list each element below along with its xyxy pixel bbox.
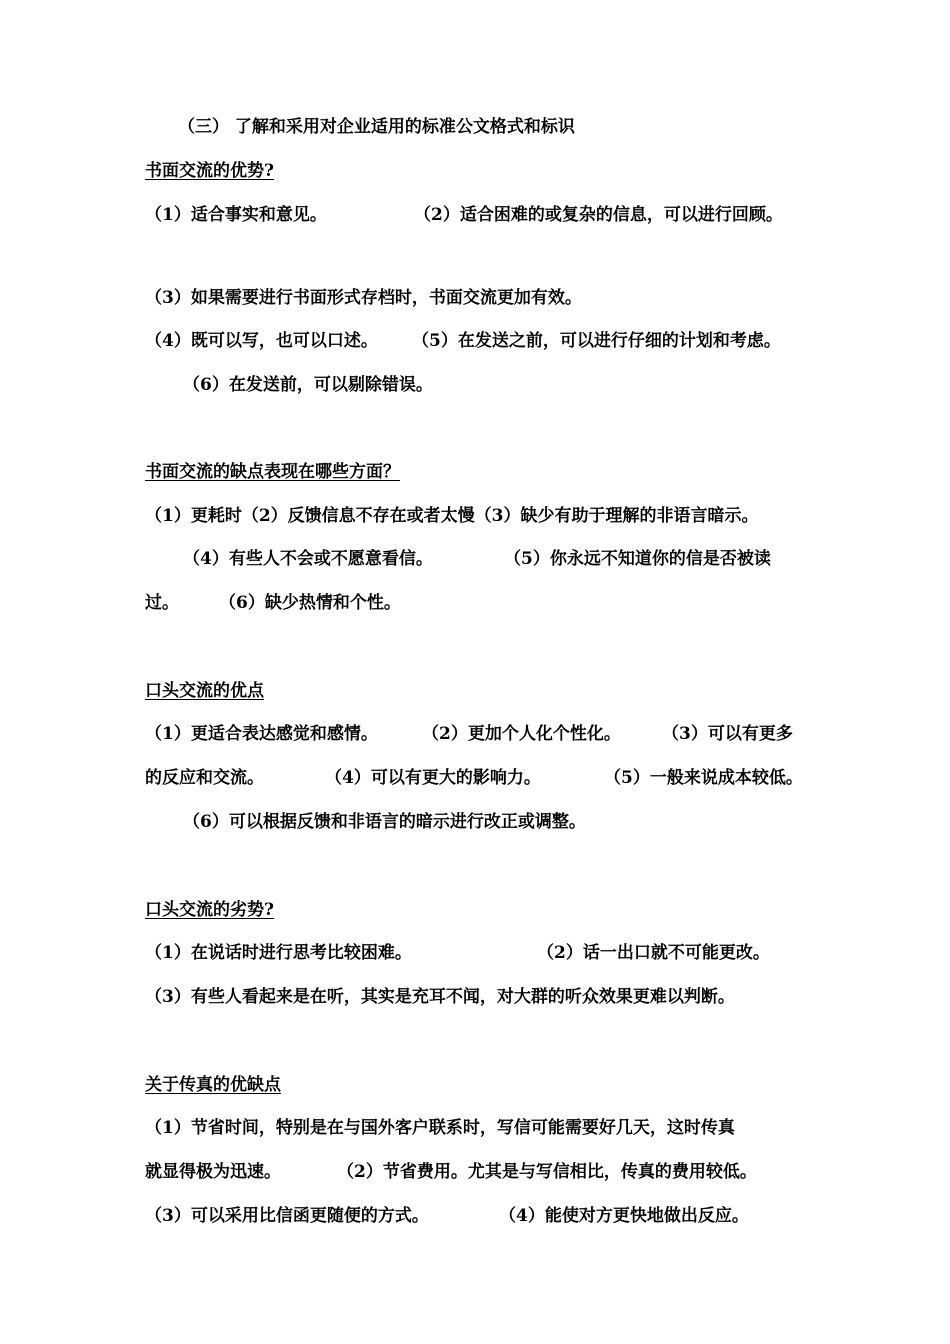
oral-dis-item: （1）在说话时进行思考比较困难。 bbox=[145, 943, 412, 963]
written-adv-item: （1）适合事实和意见。 bbox=[145, 205, 327, 225]
oral-adv-item: （3）可以有更多 bbox=[662, 724, 793, 744]
written-dis-heading: 书面交流的缺点表现在哪些方面？ bbox=[145, 462, 400, 482]
oral-adv-item: （2）更加个人化个性化。 bbox=[422, 724, 621, 744]
oral-adv-item: （6）可以根据反馈和非语言的暗示进行改正或调整。 bbox=[183, 812, 586, 832]
fax-item: 就显得极为迅速。 bbox=[145, 1162, 281, 1182]
oral-adv-item: （1）更适合表达感觉和感情。 bbox=[145, 724, 378, 744]
written-dis-item: （6）缺少热情和个性。 bbox=[219, 593, 401, 613]
written-adv-item: （3）如果需要进行书面形式存档时，书面交流更加有效。 bbox=[145, 288, 582, 308]
fax-heading: 关于传真的优缺点 bbox=[145, 1075, 281, 1095]
written-adv-heading: 书面交流的优势? bbox=[145, 161, 274, 181]
fax-item: （1）节省时间，特别是在与国外客户联系时，写信可能需要好几天，这时传真 bbox=[145, 1118, 735, 1138]
oral-dis-item: （2）话一出口就不可能更改。 bbox=[537, 943, 770, 963]
written-adv-item: （6）在发送前，可以剔除错误。 bbox=[183, 375, 433, 395]
written-adv-item: （4）既可以写，也可以口述。 bbox=[145, 331, 378, 351]
written-dis-item: （1）更耗时（2）反馈信息不存在或者太慢（3）缺少有助于理解的非语言暗示。 bbox=[145, 506, 759, 526]
oral-dis-item: （3）有些人看起来是在听，其实是充耳不闻，对大群的听众效果更难以判断。 bbox=[145, 987, 735, 1007]
fax-item: （4）能使对方更快地做出反应。 bbox=[499, 1206, 749, 1226]
section-title: （三） 了解和采用对企业适用的标准公文格式和标识 bbox=[178, 117, 575, 137]
fax-item: （2）节省费用。尤其是与写信相比，传真的费用较低。 bbox=[337, 1162, 757, 1182]
fax-item: （3）可以采用比信函更随便的方式。 bbox=[145, 1206, 429, 1226]
written-dis-item: 过。 bbox=[145, 593, 179, 613]
written-dis-item: （5）你永远不知道你的信是否被读 bbox=[504, 549, 771, 569]
written-dis-item: （4）有些人不会或不愿意看信。 bbox=[183, 549, 433, 569]
oral-adv-heading: 口头交流的优点 bbox=[145, 681, 264, 701]
oral-adv-item: （4）可以有更大的影响力。 bbox=[325, 768, 541, 788]
written-adv-item: （5）在发送之前，可以进行仔细的计划和考虑。 bbox=[412, 331, 781, 351]
written-adv-item: （2）适合困难的或复杂的信息，可以进行回顾。 bbox=[414, 205, 783, 225]
oral-dis-heading: 口头交流的劣势? bbox=[145, 900, 274, 920]
oral-adv-item: （5）一般来说成本较低。 bbox=[604, 768, 803, 788]
oral-adv-item: 的反应和交流。 bbox=[145, 768, 264, 788]
